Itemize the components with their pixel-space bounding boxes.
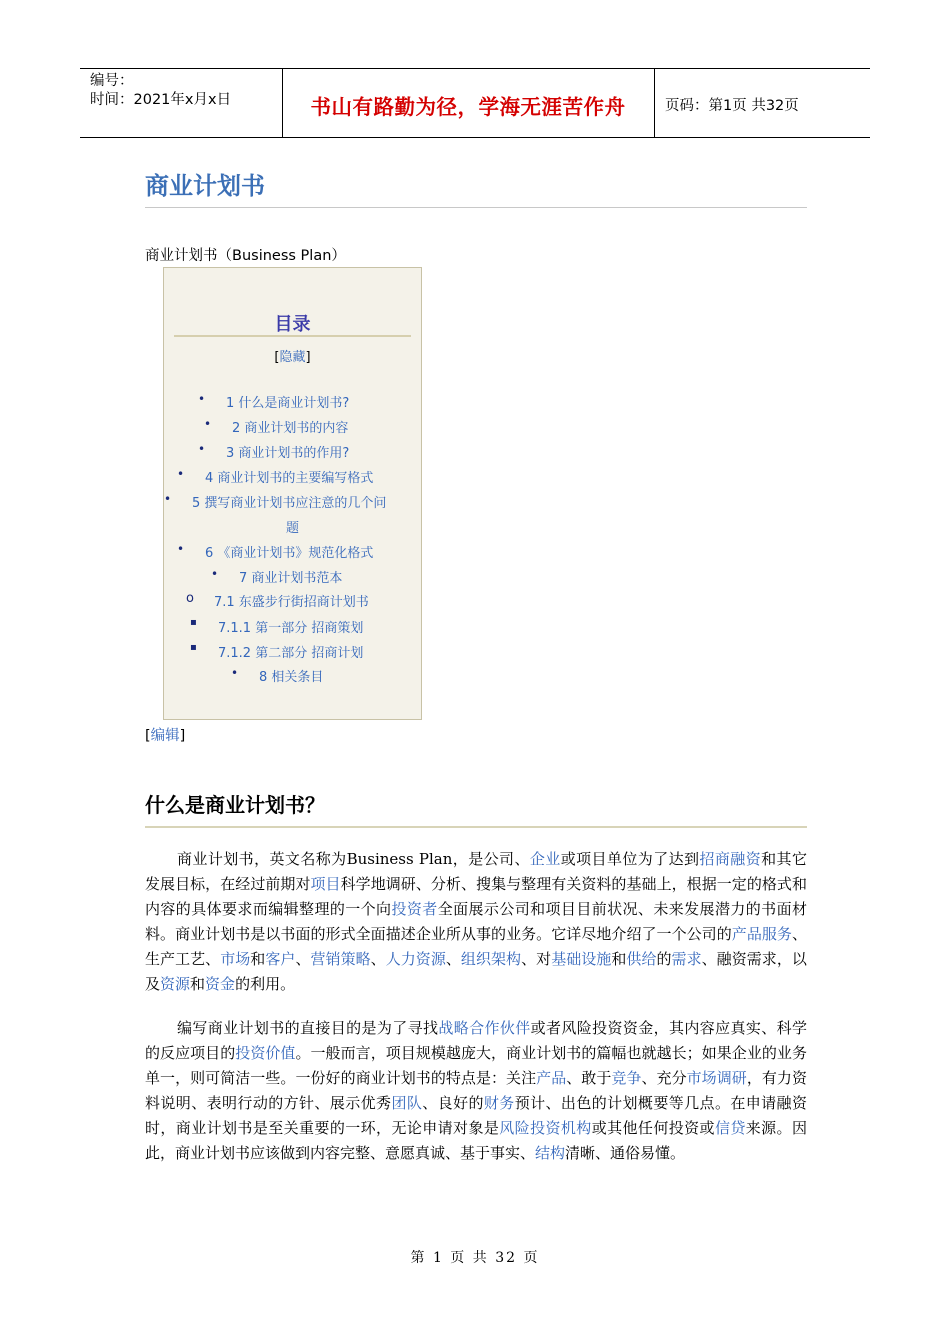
toc-hide-toggle [164, 346, 421, 365]
toc-divider [174, 335, 411, 337]
toc-item-7-1-1[interactable]: 7.1.1 第一部分 招商策划 [218, 621, 364, 636]
paragraph-text: 或者风险投资资金，其内容应真实、科学的反应项目的 [145, 1019, 807, 1062]
toc-item-7[interactable]: 7 商业计划书范本 [239, 571, 343, 586]
paragraph-text: 、充分 [641, 1069, 687, 1087]
inline-link[interactable]: 信贷 [714, 1119, 746, 1137]
page-header [80, 68, 870, 138]
inline-link[interactable]: 市场 [220, 950, 251, 968]
inline-link[interactable]: 结构 [535, 1144, 566, 1162]
inline-link[interactable]: 客户 [265, 950, 296, 968]
toc-hide-bracket-close: ] [305, 350, 311, 365]
paragraph-text: 预计、出色的计划概要等几点。在申请融资时，商业计划书是至关重要的一环，无论申请对象是 [145, 1094, 807, 1137]
edit-link[interactable]: 编辑 [150, 728, 180, 744]
edit-bracket-open: [ [145, 728, 151, 744]
edit-bracket-close: ] [179, 728, 186, 744]
paragraph-text: 和其它发展目标，在经过前期对 [145, 850, 807, 893]
toc-bullet: • [231, 666, 239, 680]
toc-item-3[interactable]: 3 商业计划书的作用? [226, 446, 350, 461]
toc-bullet: • [164, 492, 172, 506]
inline-link[interactable]: 产品服务 [731, 925, 792, 943]
toc-title: 目录 [274, 314, 311, 335]
inline-link[interactable]: 项目 [310, 875, 341, 893]
toc-item-2[interactable]: 2 商业计划书的内容 [232, 421, 349, 436]
toc-item-8[interactable]: 8 相关条目 [259, 670, 324, 685]
toc-bullet: • [204, 417, 212, 431]
number-label: 编号： [90, 73, 134, 89]
title-divider [145, 207, 807, 208]
paragraph-text: 、 [370, 950, 386, 968]
toc-hide-link[interactable]: 隐藏 [279, 350, 306, 365]
paragraph-text: 编写商业计划书的直接目的是为了寻找 [177, 1019, 439, 1037]
toc-bullet: ▪ [190, 617, 197, 628]
paragraph-text: 来源。因此，商业计划书应该做到内容完整、意愿真诚、基于事实、 [145, 1119, 807, 1162]
time-label: 时间：2021年x月x日 [90, 92, 232, 108]
subtitle: 商业计划书（Business Plan） [145, 248, 346, 264]
paragraph-text: 、良好的 [422, 1094, 484, 1112]
inline-link[interactable]: 投资者 [391, 900, 438, 918]
section-heading: 什么是商业计划书？ [145, 793, 325, 817]
inline-link[interactable]: 风险投资机构 [499, 1119, 592, 1137]
inline-link[interactable]: 资源 [160, 975, 191, 993]
toc-bullet: • [211, 567, 219, 581]
inline-link[interactable]: 资金 [205, 975, 236, 993]
paragraph-text: 商业计划书，英文名称为Business Plan，是公司、 [177, 850, 530, 868]
inline-link[interactable]: 市场调研 [686, 1069, 747, 1087]
toc-item-7-1-2[interactable]: 7.1.2 第二部分 招商计划 [218, 646, 364, 661]
inline-link[interactable]: 招商融资 [699, 850, 762, 868]
edit-section [145, 724, 185, 745]
header-page-cell [655, 69, 870, 137]
inline-link[interactable]: 产品 [536, 1069, 567, 1087]
inline-link[interactable]: 竞争 [611, 1069, 642, 1087]
header-left-cell [80, 69, 283, 137]
header-motto-cell [282, 69, 655, 137]
inline-link[interactable]: 基础设施 [551, 950, 612, 968]
toc-item-6[interactable]: 6 《商业计划书》规范化格式 [205, 546, 374, 561]
paragraph-text: 科学地调研、分析、搜集与整理有关资料的基础上，根据一定的格式和内容的具体要求而编辑整理的一个向 [145, 875, 807, 918]
inline-link[interactable]: 供给 [626, 950, 657, 968]
table-of-contents [163, 267, 422, 720]
paragraph-text: 、融资需求，以及 [145, 950, 807, 993]
paragraph-text: 和 [250, 950, 266, 968]
toc-bullet: ▪ [190, 642, 197, 653]
page-title: 商业计划书 [145, 172, 265, 200]
inline-link[interactable]: 人力资源 [385, 950, 446, 968]
paragraph-2 [145, 1016, 807, 1166]
toc-item-7-1[interactable]: 7.1 东盛步行街招商计划书 [214, 595, 369, 610]
paragraph-text: 、 [295, 950, 311, 968]
toc-bullet: • [198, 392, 206, 406]
paragraph-text: 、 [445, 950, 461, 968]
paragraph-text: 或其他任何投资或 [591, 1119, 715, 1137]
paragraph-text: 。一般而言，项目规模越庞大，商业计划书的篇幅也就越长；如果企业的业务单一，则可简洁一些。一份好的商业计划书的特点是：关注 [145, 1044, 807, 1087]
toc-bullet: • [177, 542, 185, 556]
paragraph-text: 和 [611, 950, 627, 968]
toc-item-4[interactable]: 4 商业计划书的主要编写格式 [205, 471, 374, 486]
paragraph-text: 全面展示公司和项目目前状况、未来发展潜力的书面材料。商业计划书是以书面的形式全面描述企业所从事的业务。它详尽地介绍了一个公司的 [145, 900, 807, 943]
page-footer: 第 1 页 共 32 页 [410, 1250, 540, 1266]
inline-link[interactable]: 组织架构 [460, 950, 522, 968]
inline-link[interactable]: 营销策略 [310, 950, 371, 968]
paragraph-text: 和 [190, 975, 206, 993]
paragraph-1 [145, 847, 807, 997]
section-divider [145, 826, 807, 828]
toc-hide-bracket-open: [ [274, 350, 280, 365]
paragraph-text: ，有力资料说明、表明行动的方针、展示优秀 [145, 1069, 807, 1112]
paragraph-text: 的利用。 [235, 975, 296, 993]
inline-link[interactable]: 团队 [391, 1094, 423, 1112]
inline-link[interactable]: 财务 [483, 1094, 515, 1112]
toc-item-1[interactable]: 1 什么是商业计划书? [226, 396, 350, 411]
toc-item-5-cont[interactable]: 题 [286, 521, 300, 536]
inline-link[interactable]: 企业 [529, 850, 561, 868]
paragraph-text: 的 [656, 950, 672, 968]
inline-link[interactable]: 需求 [671, 950, 702, 968]
paragraph-text: 或项目单位为了达到 [560, 850, 700, 868]
motto: 书山有路勤为径，学海无涯苦作舟 [310, 95, 626, 119]
paragraph-text: 、对 [521, 950, 552, 968]
paragraph-text: 、生产工艺、 [145, 925, 807, 968]
toc-bullet: • [198, 442, 206, 456]
inline-link[interactable]: 战略合作伙伴 [438, 1019, 531, 1037]
toc-bullet: o [186, 591, 194, 606]
paragraph-text: 、敢于 [566, 1069, 612, 1087]
paragraph-text: 清晰、通俗易懂。 [565, 1144, 686, 1162]
inline-link[interactable]: 投资价值 [235, 1044, 296, 1062]
toc-item-5[interactable]: 5 撰写商业计划书应注意的几个问 [192, 496, 387, 511]
toc-bullet: • [177, 467, 185, 481]
page-label: 页码：第1页 共32页 [665, 98, 799, 114]
